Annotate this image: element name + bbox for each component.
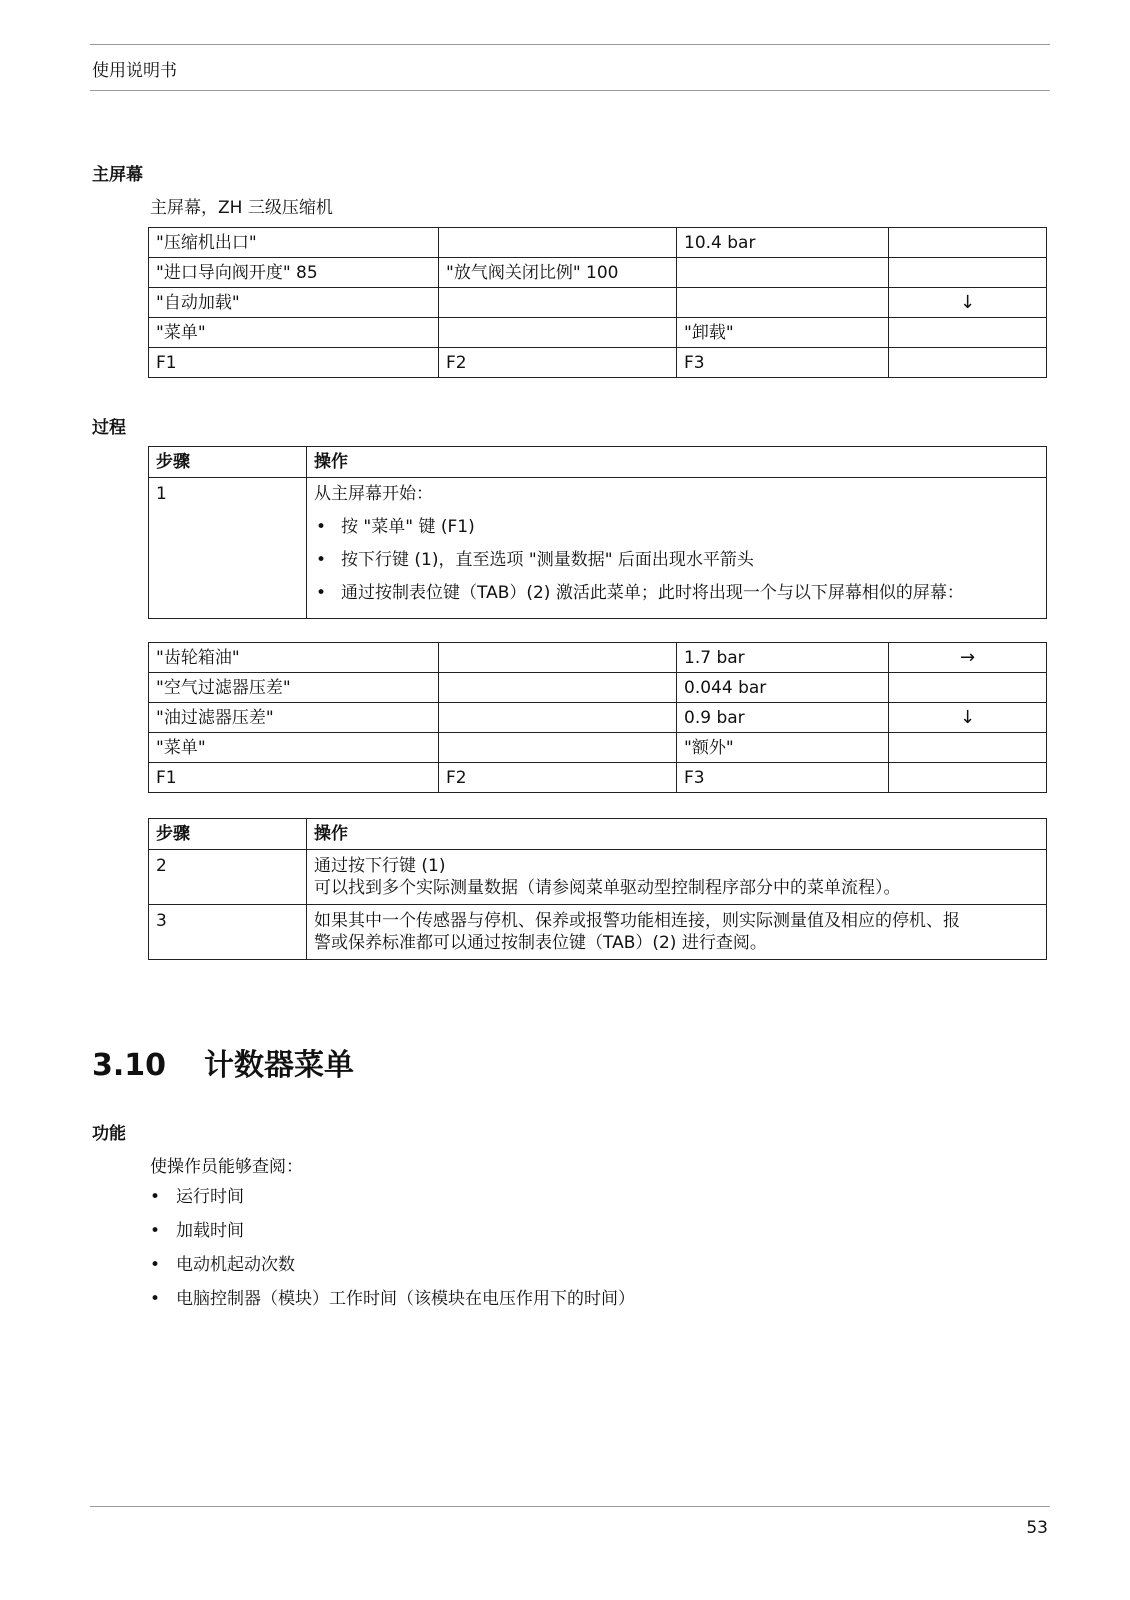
table-row	[149, 850, 1047, 905]
table-cell: 1.7 bar	[677, 643, 889, 673]
column-header-action: 操作	[307, 819, 1047, 850]
table-cell: "卸载"	[677, 318, 889, 348]
section-heading	[92, 1040, 354, 1084]
step-bullet-list	[314, 516, 1039, 604]
table-cell	[677, 288, 889, 318]
right-arrow-icon: →	[889, 643, 1047, 673]
list-item: • 按下行键 (1)，直至选项 "测量数据" 后面出现水平箭头	[314, 549, 1039, 571]
table-cell: "油过滤器压差"	[149, 703, 439, 733]
column-header-step: 步骤	[149, 819, 307, 850]
table-cell	[677, 258, 889, 288]
function-key-label: F3	[677, 763, 889, 793]
table-cell	[439, 643, 677, 673]
table-header-row	[149, 447, 1047, 478]
list-item: • 运行时间	[150, 1186, 635, 1220]
table-cell: "齿轮箱油"	[149, 643, 439, 673]
process-steps-table	[148, 446, 1047, 619]
table-row	[149, 763, 1047, 793]
function-intro: 使操作员能够查阅：	[150, 1157, 303, 1177]
step-action-line: 可以找到多个实际测量数据（请参阅菜单驱动型控制程序部分中的菜单流程）。	[314, 878, 901, 898]
function-key-label: F1	[149, 763, 439, 793]
table-cell: "菜单"	[149, 318, 439, 348]
table-header-row	[149, 819, 1047, 850]
section-number: 3.10	[92, 1048, 167, 1083]
table-cell	[439, 673, 677, 703]
table-cell	[889, 258, 1047, 288]
step-number: 3	[149, 905, 307, 960]
main-screen-caption: 主屏幕，ZH 三级压缩机	[150, 198, 333, 218]
function-key-label: F3	[677, 348, 889, 378]
table-cell	[889, 318, 1047, 348]
table-cell	[889, 763, 1047, 793]
table-row	[149, 673, 1047, 703]
table-row	[149, 703, 1047, 733]
table-row	[149, 478, 1047, 619]
table-row	[149, 905, 1047, 960]
page-number: 53	[1026, 1518, 1048, 1538]
list-item: • 加载时间	[150, 1220, 635, 1254]
header-top-rule	[90, 44, 1050, 45]
table-row	[149, 258, 1047, 288]
table-cell: "额外"	[677, 733, 889, 763]
table-cell: "自动加载"	[149, 288, 439, 318]
running-header: 使用说明书	[92, 61, 177, 81]
step-number: 2	[149, 850, 307, 905]
table-cell: "菜单"	[149, 733, 439, 763]
table-cell	[889, 673, 1047, 703]
list-item: • 按 "菜单" 键 (F1)	[314, 516, 1039, 538]
table-cell	[439, 703, 677, 733]
table-row	[149, 643, 1047, 673]
list-item: • 通过按制表位键（TAB）(2) 激活此菜单；此时将出现一个与以下屏幕相似的屏幕：	[314, 582, 1039, 604]
table-cell: 10.4 bar	[677, 228, 889, 258]
function-heading: 功能	[92, 1124, 126, 1144]
table-row	[149, 348, 1047, 378]
step-action	[307, 478, 1047, 619]
column-header-step: 步骤	[149, 447, 307, 478]
table-cell	[439, 733, 677, 763]
section-title: 计数器菜单	[204, 1048, 354, 1083]
table-cell	[439, 228, 677, 258]
table-cell: "空气过滤器压差"	[149, 673, 439, 703]
down-arrow-icon: ↓	[889, 703, 1047, 733]
table-cell	[439, 318, 677, 348]
list-item: • 电脑控制器（模块）工作时间（该模块在电压作用下的时间）	[150, 1288, 635, 1322]
step-action-line: 通过按下行键 (1)	[314, 856, 446, 876]
column-header-action: 操作	[307, 447, 1047, 478]
table-row	[149, 733, 1047, 763]
step-number: 1	[149, 478, 307, 619]
table-cell: "放气阀关闭比例" 100	[439, 258, 677, 288]
main-screen-table	[148, 227, 1047, 378]
process-heading: 过程	[92, 418, 126, 438]
function-key-label: F2	[439, 763, 677, 793]
step-action-line: 如果其中一个传感器与停机、保养或报警功能相连接，则实际测量值及相应的停机、报	[314, 911, 960, 931]
measurement-screen-table	[148, 642, 1047, 793]
function-key-label: F1	[149, 348, 439, 378]
function-list	[150, 1186, 635, 1322]
table-cell: "进口导向阀开度" 85	[149, 258, 439, 288]
function-key-label: F2	[439, 348, 677, 378]
table-cell: 0.044 bar	[677, 673, 889, 703]
table-row	[149, 228, 1047, 258]
step-action-line: 警或保养标准都可以通过按制表位键（TAB）(2) 进行查阅。	[314, 933, 767, 953]
table-cell: 0.9 bar	[677, 703, 889, 733]
step-action	[307, 850, 1047, 905]
footer-rule	[90, 1506, 1050, 1507]
down-arrow-icon: ↓	[889, 288, 1047, 318]
step-action	[307, 905, 1047, 960]
table-cell	[889, 733, 1047, 763]
step-intro: 从主屏幕开始：	[314, 484, 433, 504]
table-cell	[889, 348, 1047, 378]
table-row	[149, 318, 1047, 348]
main-screen-heading: 主屏幕	[92, 165, 143, 185]
table-row	[149, 288, 1047, 318]
list-item: • 电动机起动次数	[150, 1254, 635, 1288]
table-cell: "压缩机出口"	[149, 228, 439, 258]
header-bottom-rule	[90, 90, 1050, 91]
table-cell	[439, 288, 677, 318]
steps-continued-table	[148, 818, 1047, 960]
table-cell	[889, 228, 1047, 258]
